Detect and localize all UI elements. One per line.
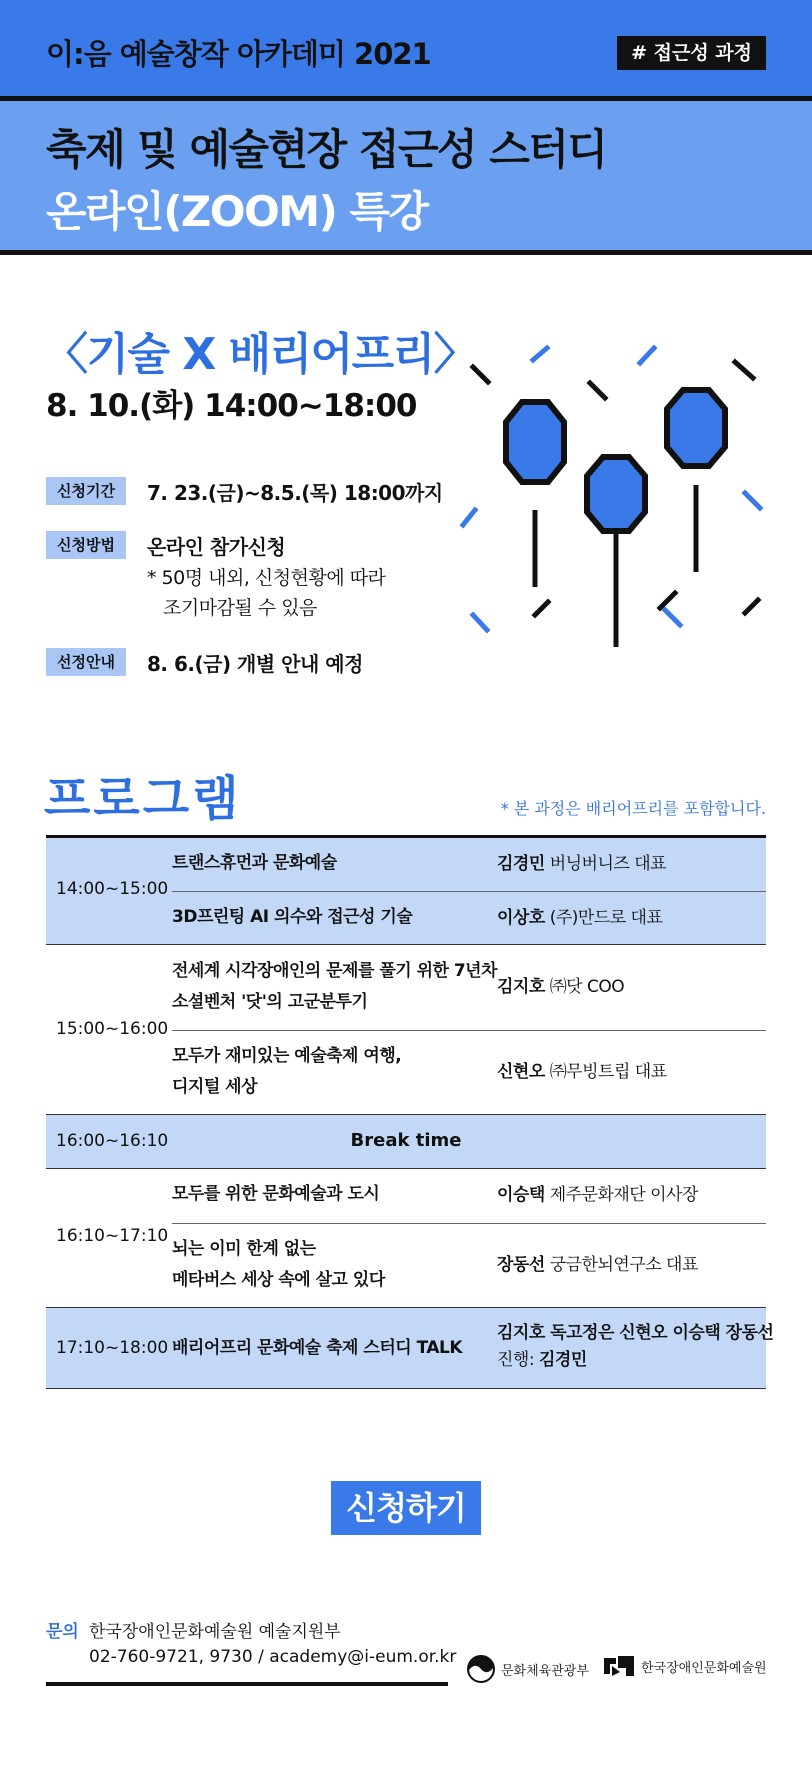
session-speaker xyxy=(497,1181,698,1209)
schedule-slot-break xyxy=(46,1115,766,1169)
session-title-line1: 모두가 재미있는 예술축제 여행, xyxy=(172,1046,402,1066)
slot-time: 17:10~18:00 xyxy=(56,1338,169,1358)
session-title-line1: 전세계 시각장애인의 문제를 풀기 위한 7년차 xyxy=(172,961,498,981)
speaker-name: 김경민 xyxy=(497,854,545,874)
institute-name: 한국장애인문화예술원 xyxy=(641,1660,767,1676)
header-band xyxy=(0,0,812,96)
info-badge-period: 신청기간 xyxy=(46,477,126,505)
spark-line-blue xyxy=(463,510,475,525)
spark-line xyxy=(745,600,758,613)
moderator-name: 김경민 xyxy=(538,1350,587,1370)
program-note: * 본 과정은 배리어프리를 포함합니다. xyxy=(500,799,766,818)
info-value-selection: 8. 6.(금) 개별 안내 예정 xyxy=(147,652,363,676)
spark-line xyxy=(590,383,605,398)
ministry-logo xyxy=(466,1654,589,1684)
info-note-line1: * 50명 내외, 신청현황에 따라 xyxy=(147,567,386,589)
session-title: 3D프린팅 AI 의수와 접근성 기술 xyxy=(172,907,413,927)
session-title: 모두를 위한 문화예술과 도시 xyxy=(172,1184,380,1204)
ministry-name: 문화체육관광부 xyxy=(501,1663,589,1679)
info-badge-method: 신청방법 xyxy=(46,531,126,559)
event-topic: 〈기술 X 배리어프리〉 xyxy=(44,329,477,380)
info-row-period xyxy=(46,477,443,505)
contact-label: 문의 xyxy=(46,1622,79,1642)
session xyxy=(172,1308,774,1389)
apply-button[interactable]: 신청하기 xyxy=(331,1481,481,1535)
session-speaker xyxy=(497,904,662,932)
spark-line-blue xyxy=(640,348,654,363)
session-title: 배리어프리 문화예술 축제 스터디 TALK xyxy=(172,1338,463,1358)
info-badge-selection: 선정안내 xyxy=(46,648,126,676)
sign-lights-illustration xyxy=(455,345,785,665)
info-value-method: 온라인 참가신청 xyxy=(147,535,286,559)
taegeuk-icon xyxy=(466,1654,496,1684)
speaker-name: 장동선 xyxy=(497,1255,545,1275)
slot-time: 14:00~15:00 xyxy=(56,879,169,899)
contact-org: 한국장애인문화예술원 예술지원부 xyxy=(89,1622,341,1642)
program-schedule xyxy=(46,835,774,1389)
session-title-line1: 뇌는 이미 한계 없는 xyxy=(172,1239,316,1259)
session-speakers: 김지호 독고정은 신현오 이승택 장동선 xyxy=(497,1323,774,1343)
event-datetime: 8. 10.(화) 14:00~18:00 xyxy=(46,388,417,424)
session xyxy=(172,1031,766,1115)
session-speaker xyxy=(497,1251,698,1279)
spark-line xyxy=(535,602,548,615)
spark-line-blue xyxy=(533,348,547,360)
speaker-name: 김지호 xyxy=(497,977,545,997)
speaker-affiliation: 버닝버니즈 대표 xyxy=(549,854,667,874)
slot-time: 16:00~16:10 xyxy=(56,1131,169,1151)
speaker-name: 이승택 xyxy=(497,1185,545,1205)
speaker-name: 이상호 xyxy=(497,908,545,928)
sign-light xyxy=(587,457,645,531)
footer-line xyxy=(46,1682,448,1686)
session-speaker xyxy=(497,973,624,1001)
session xyxy=(172,1169,766,1223)
schedule-slot xyxy=(46,1308,774,1389)
session-title: 트랜스휴먼과 문화예술 xyxy=(172,853,337,873)
session-title-line2: 메타버스 세상 속에 살고 있다 xyxy=(172,1270,385,1290)
academy-title: 이:음 예술창작 아카데미 2021 xyxy=(46,37,431,71)
session-title-line2: 소셜벤처 '닷'의 고군분투기 xyxy=(172,992,368,1012)
contact-detail: 02-760-9721, 9730 / academy@i-eum.or.kr xyxy=(89,1647,457,1667)
institute-emblem-icon xyxy=(602,1654,636,1678)
title-band xyxy=(0,101,812,250)
spark-line xyxy=(473,367,488,382)
spark-line xyxy=(660,593,675,608)
session-title-line2: 디지털 세상 xyxy=(172,1077,258,1097)
speaker-affiliation: 제주문화재단 이사장 xyxy=(549,1185,698,1205)
session-moderator xyxy=(497,1346,587,1374)
schedule-slot xyxy=(46,945,766,1115)
institute-logo xyxy=(602,1654,767,1678)
session xyxy=(172,892,766,945)
title-divider xyxy=(0,250,812,255)
spark-line xyxy=(735,362,753,378)
session xyxy=(172,1224,766,1308)
speaker-affiliation: ㈜닷 COO xyxy=(549,977,625,997)
info-row-selection xyxy=(46,648,363,676)
session xyxy=(172,838,766,891)
program-heading: 프로그램 xyxy=(44,771,242,827)
session xyxy=(172,945,766,1030)
session-speaker xyxy=(497,1058,667,1086)
speaker-affiliation: 궁금한뇌연구소 대표 xyxy=(549,1255,698,1275)
sign-light xyxy=(667,390,725,466)
info-note-line2: 조기마감될 수 있음 xyxy=(163,597,317,619)
slot-time: 15:00~16:00 xyxy=(56,1019,169,1039)
sub-title: 온라인(ZOOM) 특강 xyxy=(46,187,428,236)
break-label: Break time xyxy=(350,1130,462,1151)
course-tag: # 접근성 과정 xyxy=(617,36,766,70)
schedule-slot xyxy=(46,1169,766,1308)
slot-time: 16:10~17:10 xyxy=(56,1226,169,1246)
spark-line-blue xyxy=(473,615,487,630)
main-title: 축제 및 예술현장 접근성 스터디 xyxy=(46,125,607,174)
session-speaker xyxy=(497,850,666,878)
info-value-period: 7. 23.(금)~8.5.(목) 18:00까지 xyxy=(147,481,443,505)
info-row-method xyxy=(46,531,386,619)
spark-line-blue xyxy=(745,493,760,508)
spark-line-blue xyxy=(665,610,680,625)
speaker-affiliation: (주)만드로 대표 xyxy=(549,908,663,928)
speaker-name: 신현오 xyxy=(497,1062,545,1082)
schedule-slot xyxy=(46,838,766,945)
moderator-label: 진행: xyxy=(497,1350,535,1370)
speaker-affiliation: ㈜무빙트립 대표 xyxy=(549,1062,667,1082)
sign-light xyxy=(506,402,564,482)
